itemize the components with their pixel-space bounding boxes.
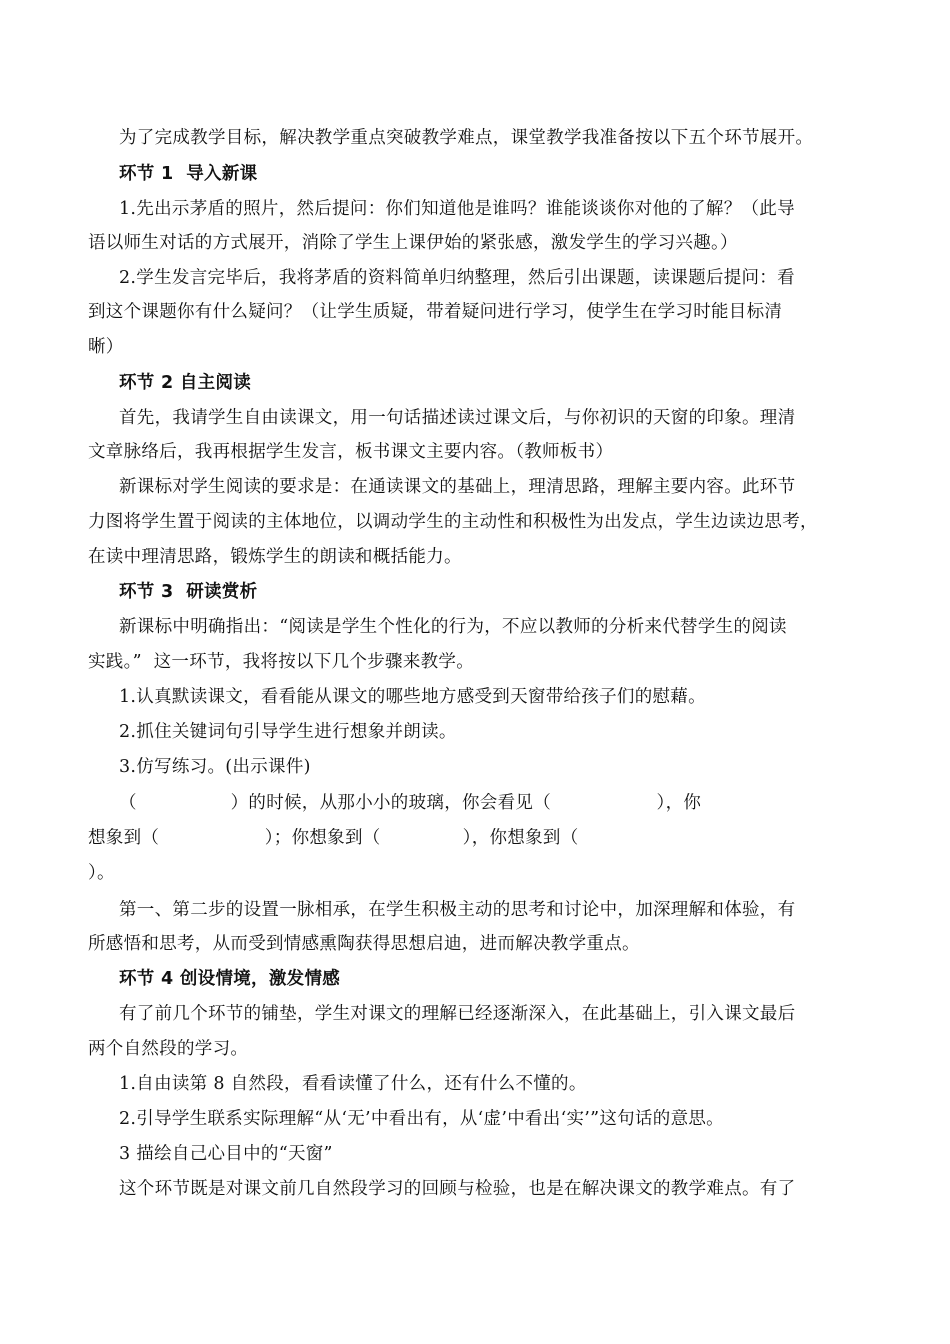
section-heading-4: 环节 4 创设情境，激发情感 <box>119 969 341 989</box>
paragraph-line: 所感悟和思考，从而受到情感熏陶获得思想启迪，进而解决教学重点。 <box>88 934 640 954</box>
list-item: 1.认真默读课文，看看能从课文的哪些地方感受到天窗带给孩子们的慰藉。 <box>119 687 706 707</box>
fill-in-exercise-line: 想象到（ ）；你想象到（ ），你想象到（ <box>88 828 579 848</box>
paragraph-line: 两个自然段的学习。 <box>88 1039 249 1059</box>
paragraph-line: 语以师生对话的方式展开，消除了学生上课伊始的紧张感，激发学生的学习兴趣。） <box>88 233 738 253</box>
paragraph-line: 第一、第二步的设置一脉相承，在学生积极主动的思考和讨论中，加深理解和体验，有 <box>119 900 796 920</box>
section-heading-3: 环节 3 研读赏析 <box>119 582 258 602</box>
paragraph-line: 文章脉络后，我再根据学生发言，板书课文主要内容。（教师板书） <box>88 442 614 462</box>
paragraph-line: 2.学生发言完毕后，我将茅盾的资料简单归纳整理，然后引出课题，读课题后提问：看 <box>119 268 795 288</box>
paragraph-line: 在读中理清思路，锻炼学生的朗读和概括能力。 <box>88 547 462 567</box>
paragraph-line: 到这个课题你有什么疑问？（让学生质疑，带着疑问进行学习，使学生在学习时能目标清 <box>88 302 783 322</box>
paragraph-line: 首先，我请学生自由读课文，用一句话描述读过课文后，与你初识的天窗的印象。理清 <box>119 408 796 428</box>
list-item: 2.抓住关键词句引导学生进行想象并朗读。 <box>119 722 457 742</box>
section-heading-1: 环节 1 导入新课 <box>119 164 258 184</box>
intro-paragraph: 为了完成教学目标，解决教学重点突破教学难点，课堂教学我准备按以下五个环节展开。 <box>119 128 814 148</box>
paragraph-line: 这个环节既是对课文前几自然段学习的回顾与检验，也是在解决课文的教学难点。有了 <box>119 1179 796 1199</box>
paragraph-line: 1.先出示茅盾的照片，然后提问：你们知道他是谁吗？谁能谈谈你对他的了解？（此导 <box>119 199 795 219</box>
list-item: 3.仿写练习。(出示课件) <box>119 757 311 777</box>
paragraph-line: 实践。” 这一环节，我将按以下几个步骤来教学。 <box>88 652 475 672</box>
fill-in-exercise-line: ）。 <box>88 863 115 883</box>
paragraph-line: 新课标中明确指出：“阅读是学生个性化的行为，不应以教师的分析来代替学生的阅读 <box>119 617 787 637</box>
paragraph-line: 新课标对学生阅读的要求是：在通读课文的基础上，理清思路，理解主要内容。此环节 <box>119 477 796 497</box>
list-item: 2.引导学生联系实际理解“从‘无’中看出有，从‘虚’中看出‘实’”这句话的意思。 <box>119 1109 724 1129</box>
paragraph-line: 力图将学生置于阅读的主体地位，以调动学生的主动性和积极性为出发点，学生边读边思考， <box>88 512 818 532</box>
section-heading-2: 环节 2 自主阅读 <box>119 373 252 393</box>
paragraph-line: 有了前几个环节的铺垫，学生对课文的理解已经逐渐深入，在此基础上，引入课文最后 <box>119 1004 796 1024</box>
list-item: 3 描绘自己心目中的“天窗” <box>119 1144 333 1164</box>
fill-in-exercise-line: （ ）的时候，从那小小的玻璃，你会看见（ ），你 <box>119 793 702 813</box>
list-item: 1.自由读第 8 自然段，看看读懂了什么，还有什么不懂的。 <box>119 1074 587 1094</box>
paragraph-line: 晰） <box>88 337 124 357</box>
